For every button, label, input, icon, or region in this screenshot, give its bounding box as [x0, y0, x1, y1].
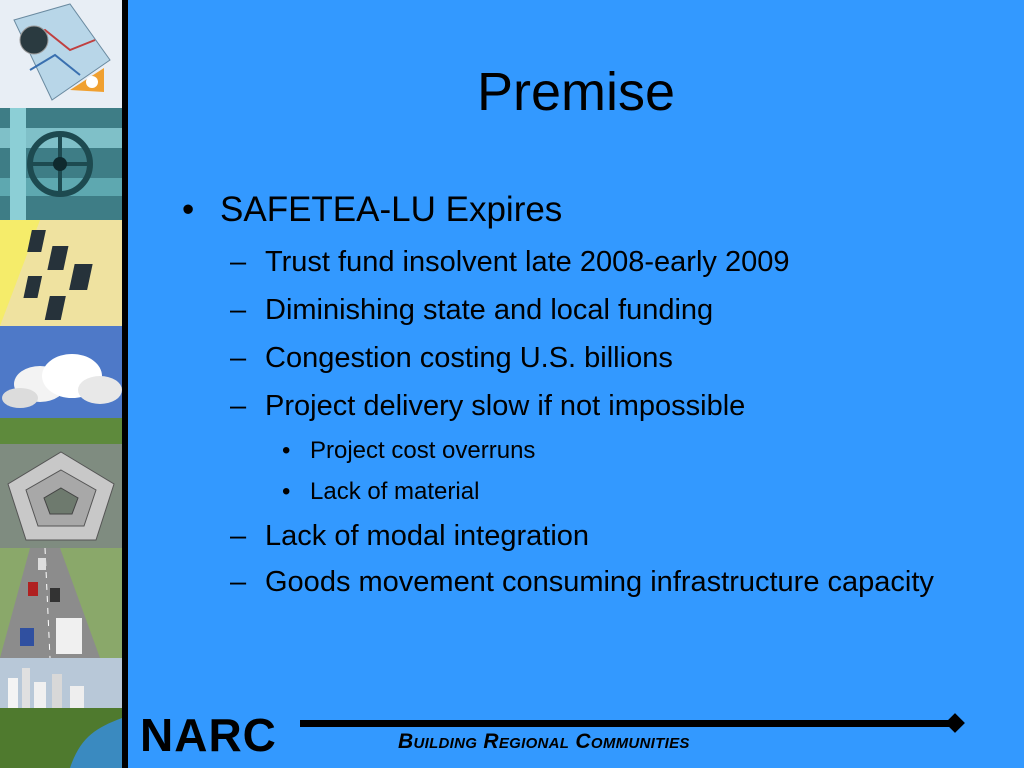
sub-bullet: [180, 562, 945, 602]
footer-tagline: Building Regional Communities: [398, 730, 690, 753]
building-facade-image: [0, 220, 122, 326]
sub-bullet: [180, 242, 980, 282]
sub-sub-bullet-text: Project cost overruns: [310, 437, 536, 464]
sub-bullet: [180, 338, 980, 378]
dash-marker: –: [230, 520, 247, 552]
sub-bullet: [180, 290, 980, 330]
dash-marker: –: [230, 390, 247, 422]
sub-bullet: [180, 516, 980, 556]
bullet-text: SAFETEA-LU Expires: [220, 190, 563, 229]
valve-pipes-image: [0, 108, 122, 220]
bullet-marker: •: [182, 190, 195, 229]
sub-bullet-text: Diminishing state and local funding: [265, 294, 714, 326]
small-bullet-marker: •: [282, 437, 291, 464]
footer-diamond: [945, 713, 965, 733]
image-strip: [0, 0, 122, 768]
sub-bullet-text: Trust fund insolvent late 2008-early 2009: [265, 246, 790, 278]
city-skyline-image: [0, 658, 122, 768]
sub-bullet-text: Project delivery slow if not impossible: [265, 390, 746, 422]
bullet-level1: [180, 186, 980, 234]
small-bullet-marker: •: [282, 478, 291, 505]
sub-bullet-text: Lack of modal integration: [265, 520, 590, 552]
pentagon-image: [0, 444, 122, 548]
narc-logo: NARC: [140, 709, 277, 761]
sub-bullet-text: Goods movement consuming infrastructure capacity: [265, 566, 934, 598]
map-compass-image: [0, 0, 122, 108]
sub-bullet-text: Congestion costing U.S. billions: [265, 342, 673, 374]
sub-bullet: [180, 386, 980, 426]
sub-sub-bullet: [180, 435, 980, 467]
footer-rule: [300, 720, 952, 727]
dash-marker: –: [230, 566, 247, 598]
slide-body: [180, 186, 980, 602]
dash-marker: –: [230, 294, 247, 326]
sky-clouds-image: [0, 326, 122, 444]
sub-sub-bullet-text: Lack of material: [310, 478, 480, 505]
sub-sub-bullet: [180, 476, 980, 508]
highway-traffic-image: [0, 548, 122, 658]
slide-title: Premise: [476, 62, 676, 122]
dash-marker: –: [230, 342, 247, 374]
dash-marker: –: [230, 246, 247, 278]
